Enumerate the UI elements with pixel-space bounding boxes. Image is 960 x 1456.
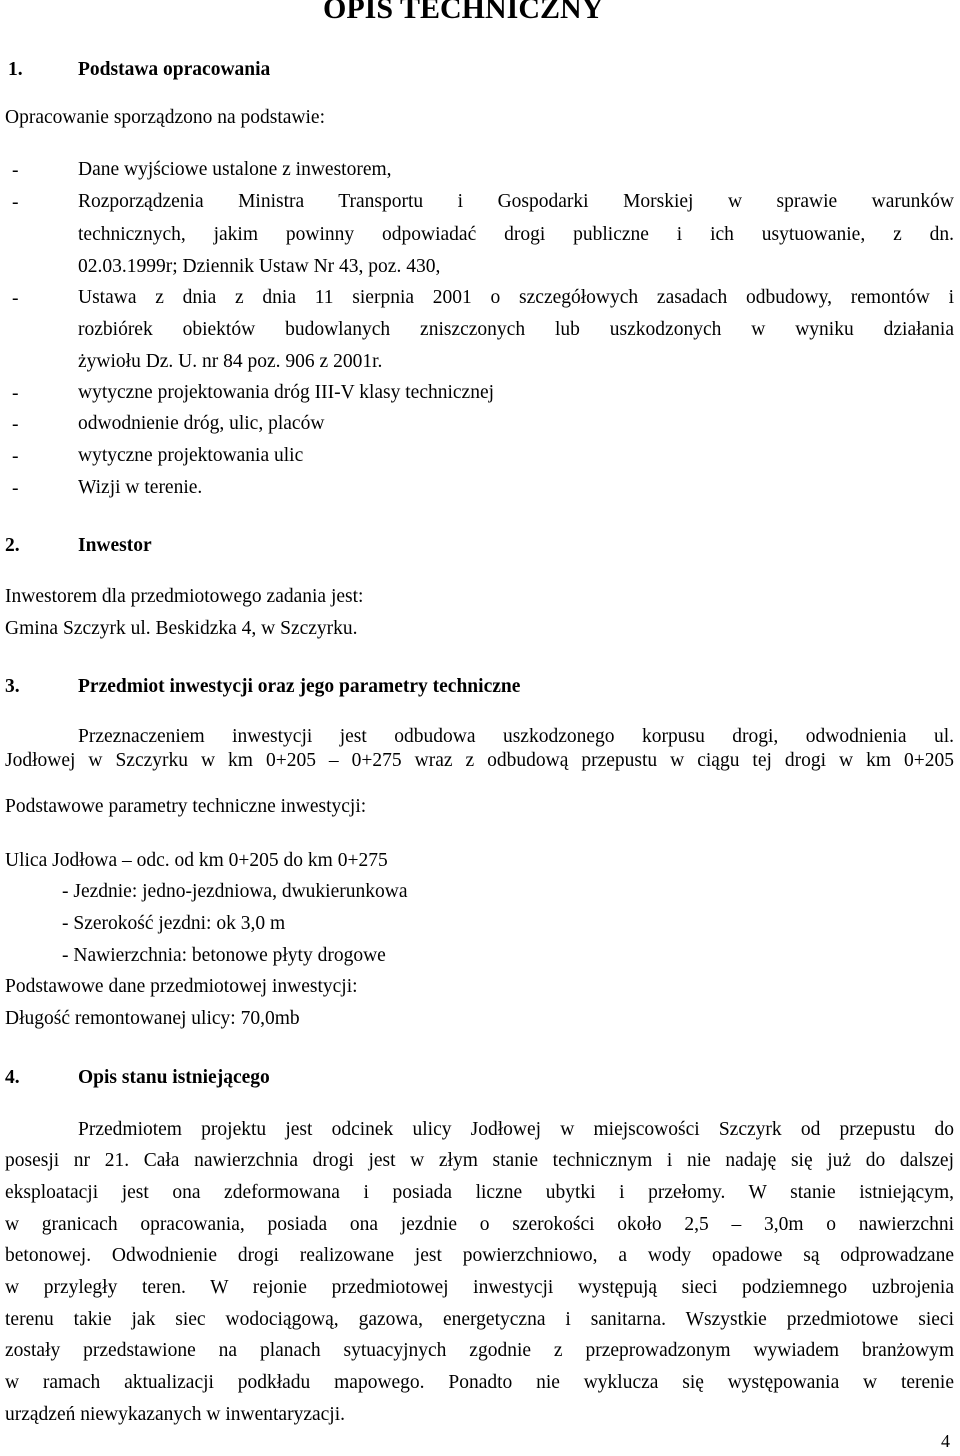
paragraph-line: w ramach aktualizacji podkładu mapowego. Ponadto nie wyklucza się występowania w terenie [5, 1373, 954, 1393]
section-1-number: 1. [8, 59, 23, 80]
list-bullet: - [12, 478, 19, 499]
paragraph-line: eksploatacji jest ona zdeformowana i posiada liczne ubytki i przełomy. W stanie istniejącym, [5, 1183, 954, 1203]
paragraph-line: zostały przedstawione na planach sytuacyjnych zgodnie z przeprowadzonym wywiadem branżowym [5, 1341, 954, 1361]
section-3-number: 3. [5, 676, 20, 697]
list-item-line: wytyczne projektowania ulic [78, 445, 304, 466]
param-item: - Nawierzchnia: betonowe płyty drogowe [62, 945, 386, 966]
list-item-line: Ustawa z dnia z dnia 11 sierpnia 2001 o szczegółowych zasadach odbudowy, remontów i [78, 288, 954, 308]
list-item-line: odwodnienie dróg, ulic, placów [78, 413, 325, 434]
page-number: 4 [941, 1431, 950, 1451]
paragraph-line: posesji nr 21. Cała nawierzchnia drogi jest w złym stanie technicznym i nie nadaję się już do dalszej [5, 1151, 954, 1171]
section-3-heading: Przedmiot inwestycji oraz jego parametry techniczne [78, 676, 521, 697]
list-item-line: Dane wyjściowe ustalone z inwestorem, [78, 159, 392, 180]
list-bullet: - [12, 414, 19, 435]
list-item-line: Wizji w terenie. [78, 477, 203, 498]
list-bullet: - [12, 160, 19, 181]
list-item-line: Rozporządzenia Ministra Transportu i Gospodarki Morskiej w sprawie warunków [78, 192, 954, 212]
investment-purpose-line: Jodłowej w Szczyrku w km 0+205 – 0+275 wraz z odbudową przepustu w ciągu tej drogi w km 0+205 [5, 751, 954, 771]
street-section: Ulica Jodłowa – odc. od km 0+205 do km 0+275 [5, 850, 388, 871]
param-item: - Jezdnie: jedno-jezdniowa, dwukierunkowa [62, 881, 408, 902]
document-title: OPIS TECHNICZNY [323, 0, 604, 25]
list-bullet: - [12, 288, 19, 309]
list-bullet: - [12, 383, 19, 404]
list-item-line: wytyczne projektowania dróg III-V klasy technicznej [78, 382, 495, 403]
list-item-line: rozbiórek obiektów budowlanych zniszczonych lub uszkodzonych w wyniku działania [78, 320, 954, 340]
list-item-line: 02.03.1999r; Dziennik Ustaw Nr 43, poz. 430, [78, 256, 441, 277]
investment-purpose-line: Przeznaczeniem inwestycji jest odbudowa uszkodzonego korpusu drogi, odwodnienia ul. [78, 727, 954, 747]
paragraph-line: betonowej. Odwodnienie drogi realizowane jest powierzchniowo, a wody opadowe są odprowadzane [5, 1246, 954, 1266]
investor-intro: Inwestorem dla przedmiotowego zadania jest: [5, 586, 364, 607]
list-bullet: - [12, 446, 19, 467]
param-item: - Szerokość jezdni: ok 3,0 m [62, 913, 286, 934]
list-item-line: żywiołu Dz. U. nr 84 poz. 906 z 2001r. [78, 351, 383, 372]
section-1-intro: Opracowanie sporządzono na podstawie: [5, 107, 326, 128]
street-length: Długość remontowanej ulicy: 70,0mb [5, 1008, 300, 1029]
section-4-number: 4. [5, 1067, 20, 1088]
data-heading: Podstawowe dane przedmiotowej inwestycji: [5, 976, 358, 997]
paragraph-line: terenu takie jak siec wodociągową, gazowa, energetyczna i sanitarna. Wszystkie przedmiotowe sieci [5, 1310, 954, 1330]
list-bullet: - [12, 192, 19, 213]
params-heading: Podstawowe parametry techniczne inwestycji: [5, 796, 367, 817]
investor-name: Gmina Szczyrk ul. Beskidzka 4, w Szczyrku. [5, 618, 358, 639]
section-4-heading: Opis stanu istniejącego [78, 1067, 270, 1088]
paragraph-line: urządzeń niewykazanych w inwentaryzacji. [5, 1404, 345, 1425]
section-1-heading: Podstawa opracowania [78, 59, 271, 80]
paragraph-line: Przedmiotem projektu jest odcinek ulicy Jodłowej w miejscowości Szczyrk od przepustu do [78, 1120, 954, 1140]
list-item-line: technicznych, jakim powinny odpowiadać drogi publiczne i ich usytuowanie, z dn. [78, 225, 954, 245]
section-2-heading: Inwestor [78, 535, 152, 556]
paragraph-line: w granicach opracowania, posiada ona jezdnie o szerokości około 2,5 – 3,0m o nawierzchni [5, 1215, 954, 1235]
paragraph-line: w przyległy teren. W rejonie przedmiotowej inwestycji występują sieci podziemnego uzbrojenia [5, 1278, 954, 1298]
section-2-number: 2. [5, 535, 20, 556]
